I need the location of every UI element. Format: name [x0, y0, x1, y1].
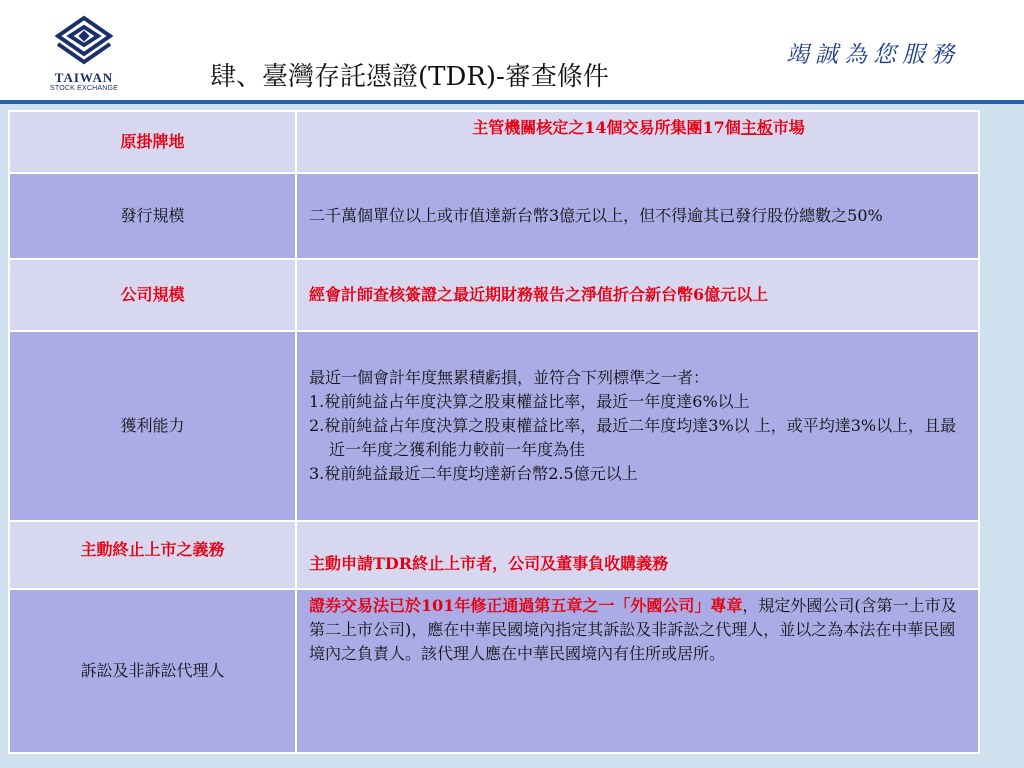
row-value-underlined: 主板 — [740, 118, 773, 137]
row-value — [296, 111, 979, 173]
review-conditions-table — [8, 110, 980, 754]
row-value — [296, 331, 979, 521]
criteria-intro: 最近一個會計年度無累積虧損，並符合下列標準之一者： — [309, 368, 710, 387]
row-label: 原掛牌地 — [9, 111, 296, 173]
table-row — [9, 331, 979, 521]
row-label: 獲利能力 — [9, 331, 296, 521]
row-label: 公司規模 — [9, 259, 296, 331]
slogan: 竭誠為您服務 — [786, 42, 960, 68]
criteria-item: 1.稅前純益占年度決算之股東權益比率，最近一年度達6%以上 — [309, 392, 750, 411]
row-label: 訴訟及非訴訟代理人 — [9, 589, 296, 753]
row-label: 主動終止上市之義務 — [9, 521, 296, 589]
slide-header — [0, 0, 1024, 104]
row-value — [296, 589, 979, 753]
row-label: 發行規模 — [9, 173, 296, 259]
table-row — [9, 521, 979, 589]
row-value: 二千萬個單位以上或市值達新台幣3億元以上，但不得逾其已發行股份總數之50% — [296, 173, 979, 259]
logo-subtitle: STOCK EXCHANGE — [49, 85, 119, 92]
criteria-item: 3.稅前純益最近二年度均達新台幣2.5億元以上 — [309, 464, 638, 483]
table-row — [9, 259, 979, 331]
row-value-highlight: 證券交易法已於101年修正通過第五章之一「外國公司」專章 — [309, 596, 743, 615]
logo-name: TAIWAN — [54, 70, 114, 85]
twse-logo — [38, 12, 130, 94]
row-value: 主動申請TDR終止上市者，公司及董事負收購義務 — [296, 521, 979, 589]
row-value-text: 主管機關核定之14個交易所集團17個 — [472, 118, 741, 137]
table-row — [9, 111, 979, 173]
twse-logo-icon — [52, 14, 116, 66]
criteria-item: 2.稅前純益占年度決算之股東權益比率，最近二年度均達3%以 上，或平均達3%以上，且最近一年度之獲利能力較前一年度為佳 — [309, 416, 957, 459]
row-value-text-tail: 市場 — [772, 118, 805, 137]
row-value: 經會計師查核簽證之最近期財務報告之淨值折合新台幣6億元以上 — [296, 259, 979, 331]
table-row — [9, 589, 979, 753]
table-row — [9, 173, 979, 259]
row-value-text: ，規定外國公司(含第一上市及第二上市公司)，應在中華民國境內指定其訴訟及非訴訟之代理人，並以之為本法在中華民國境內之負責人。該代理人應在中華民國境內有住所或居所。 — [309, 596, 957, 663]
page-title: 肆、臺灣存託憑證(TDR)-審查條件 — [210, 62, 609, 92]
